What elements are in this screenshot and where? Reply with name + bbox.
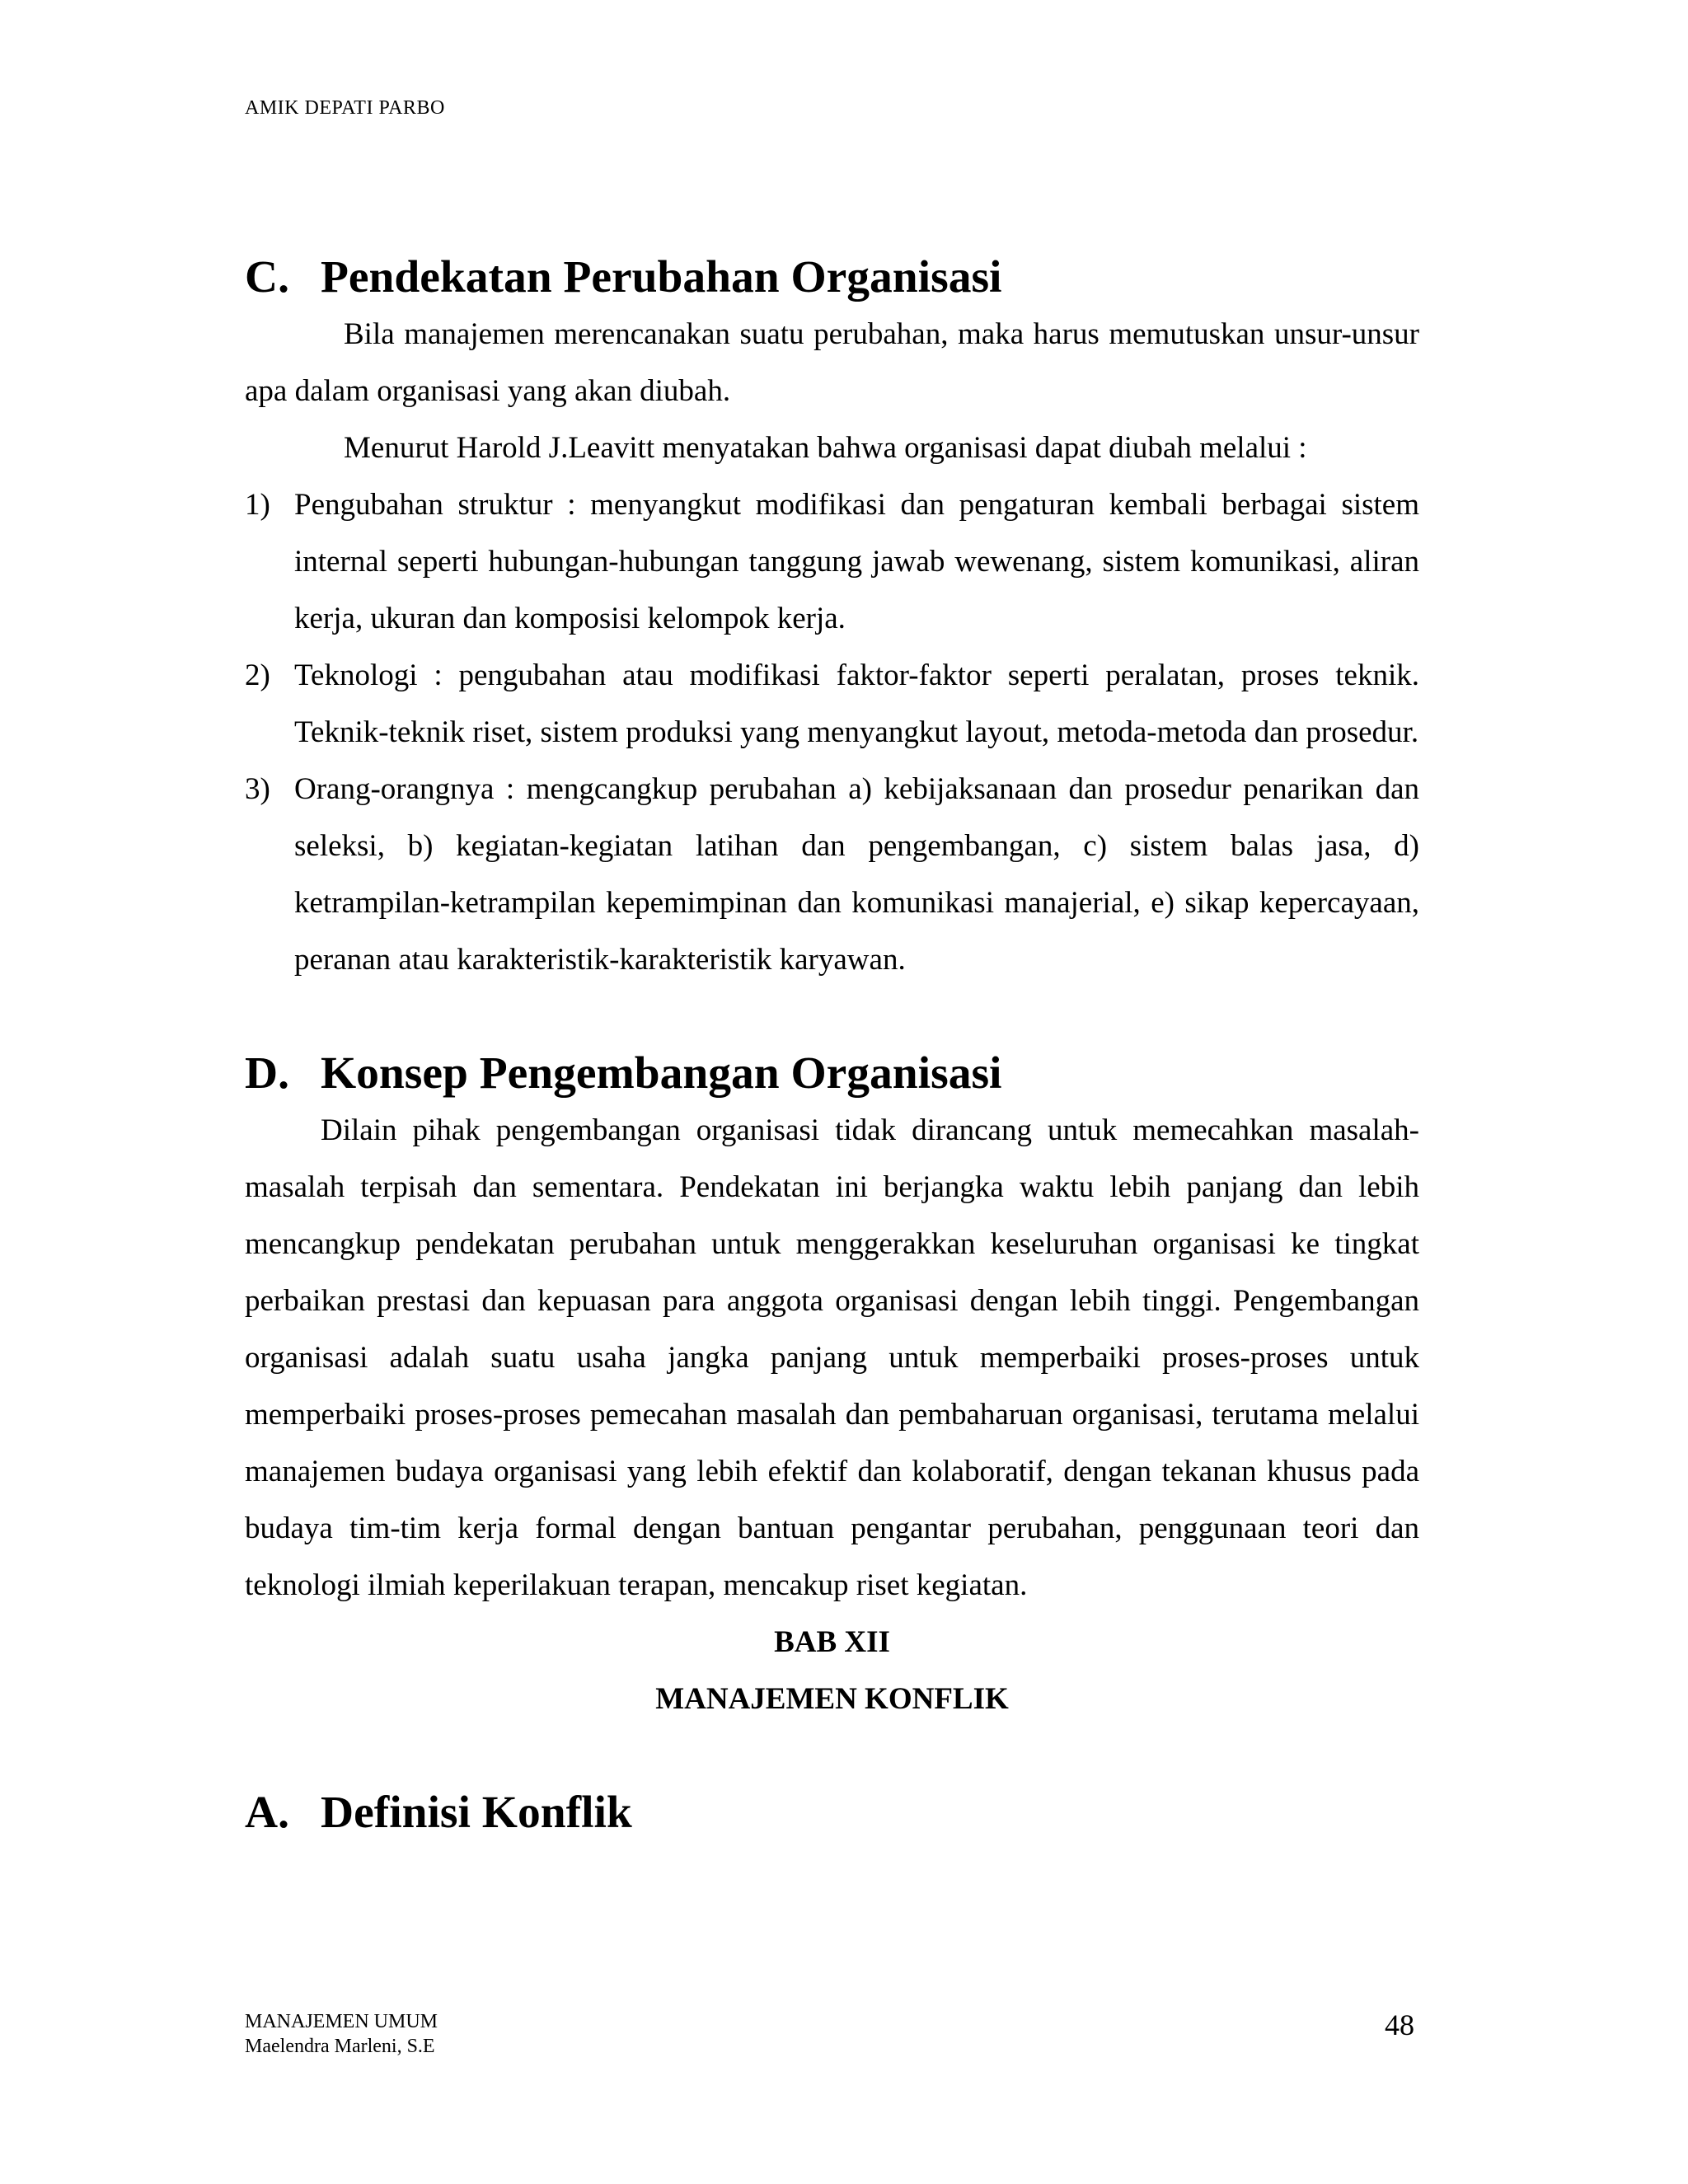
- section-a-heading: [245, 1784, 1419, 1841]
- section-c-paragraph-1: Bila manajemen merencanakan suatu perubahan, maka harus memutuskan unsur-unsur apa dalam organisasi yang akan diubah.: [245, 317, 1419, 408]
- list-item: [245, 647, 1419, 761]
- section-c-heading: [245, 249, 1419, 306]
- chapter-title: MANAJEMEN KONFLIK: [655, 1682, 1009, 1716]
- section-c-paragraph-2: Menurut Harold J.Leavitt menyatakan bahwa organisasi dapat diubah melalui :: [344, 431, 1307, 465]
- footer-course: MANAJEMEN UMUM: [245, 2011, 438, 2032]
- section-d-paragraph: Dilain pihak pengembangan organisasi tidak dirancang untuk memecahkan masalah-masalah terpisah dan sementara. Pendekatan ini berjangka waktu lebih panjang dan lebih mencangkup pendekatan perubahan untuk menggerakkan keseluruhan organisasi ke tingkat perbaikan prestasi dan kepuasan para anggota organisasi dengan lebih tinggi. Pengembangan organisasi adalah suatu usaha jangka panjang untuk memperbaiki proses-proses untuk memperbaiki proses-proses pemecahan masalah dan pembaharuan organisasi, terutama melalui manajemen budaya organisasi yang lebih efektif dan kolaboratif, dengan tekanan khusus pada budaya tim-tim kerja formal dengan bantuan pengantar perubahan, penggunaan teori dan teknologi ilmiah keperilakuan terapan, mencakup riset kegiatan.: [245, 1113, 1419, 1602]
- page-number: 48: [1385, 2008, 1414, 2041]
- section-d-title: Konsep Pengembangan Organisasi: [321, 1048, 1002, 1099]
- change-method-list: [245, 476, 1419, 988]
- list-item-number: 1): [245, 488, 270, 522]
- section-c-title: Pendekatan Perubahan Organisasi: [321, 252, 1002, 302]
- list-item-text: Orang-orangnya : mengcangkup perubahan a) kebijaksanaan dan prosedur penarikan dan seleksi, b) kegiatan-kegiatan latihan dan pengembangan, c) sistem balas jasa, d) ketrampilan-ketrampilan kepemimpinan dan komunikasi manajerial, e) sikap kepercayaan, peranan atau karakteristik-karakteristik karyawan.: [294, 772, 1419, 977]
- footer-author: Maelendra Marleni, S.E: [245, 2036, 435, 2057]
- list-item: [245, 761, 1419, 988]
- list-item-number: 2): [245, 658, 270, 692]
- section-d-heading: [245, 1045, 1419, 1102]
- spacer: [245, 988, 1419, 1045]
- list-item-number: 3): [245, 772, 270, 806]
- section-a-title: Definisi Konflik: [321, 1788, 632, 1838]
- footer-info: [245, 2009, 438, 2059]
- list-item-text: Pengubahan struktur : menyangkut modifikasi dan pengaturan kembali berbagai sistem internal seperti hubungan-hubungan tanggung jawab wewenang, sistem komunikasi, aliran kerja, ukuran dan komposisi kelompok kerja.: [294, 488, 1419, 635]
- page-body: [245, 249, 1419, 1841]
- spacer: [245, 1727, 1419, 1784]
- running-header: AMIK DEPATI PARBO: [245, 97, 445, 119]
- list-item: [245, 476, 1419, 647]
- section-a-letter: A.: [245, 1788, 289, 1838]
- list-item-text: Teknologi : pengubahan atau modifikasi faktor-faktor seperti peralatan, proses teknik. Teknik-teknik riset, sistem produksi yang menyangkut layout, metoda-metoda dan prosedur.: [294, 658, 1419, 749]
- section-d-letter: D.: [245, 1048, 289, 1099]
- chapter-number: BAB XII: [774, 1625, 890, 1659]
- section-c-letter: C.: [245, 252, 289, 302]
